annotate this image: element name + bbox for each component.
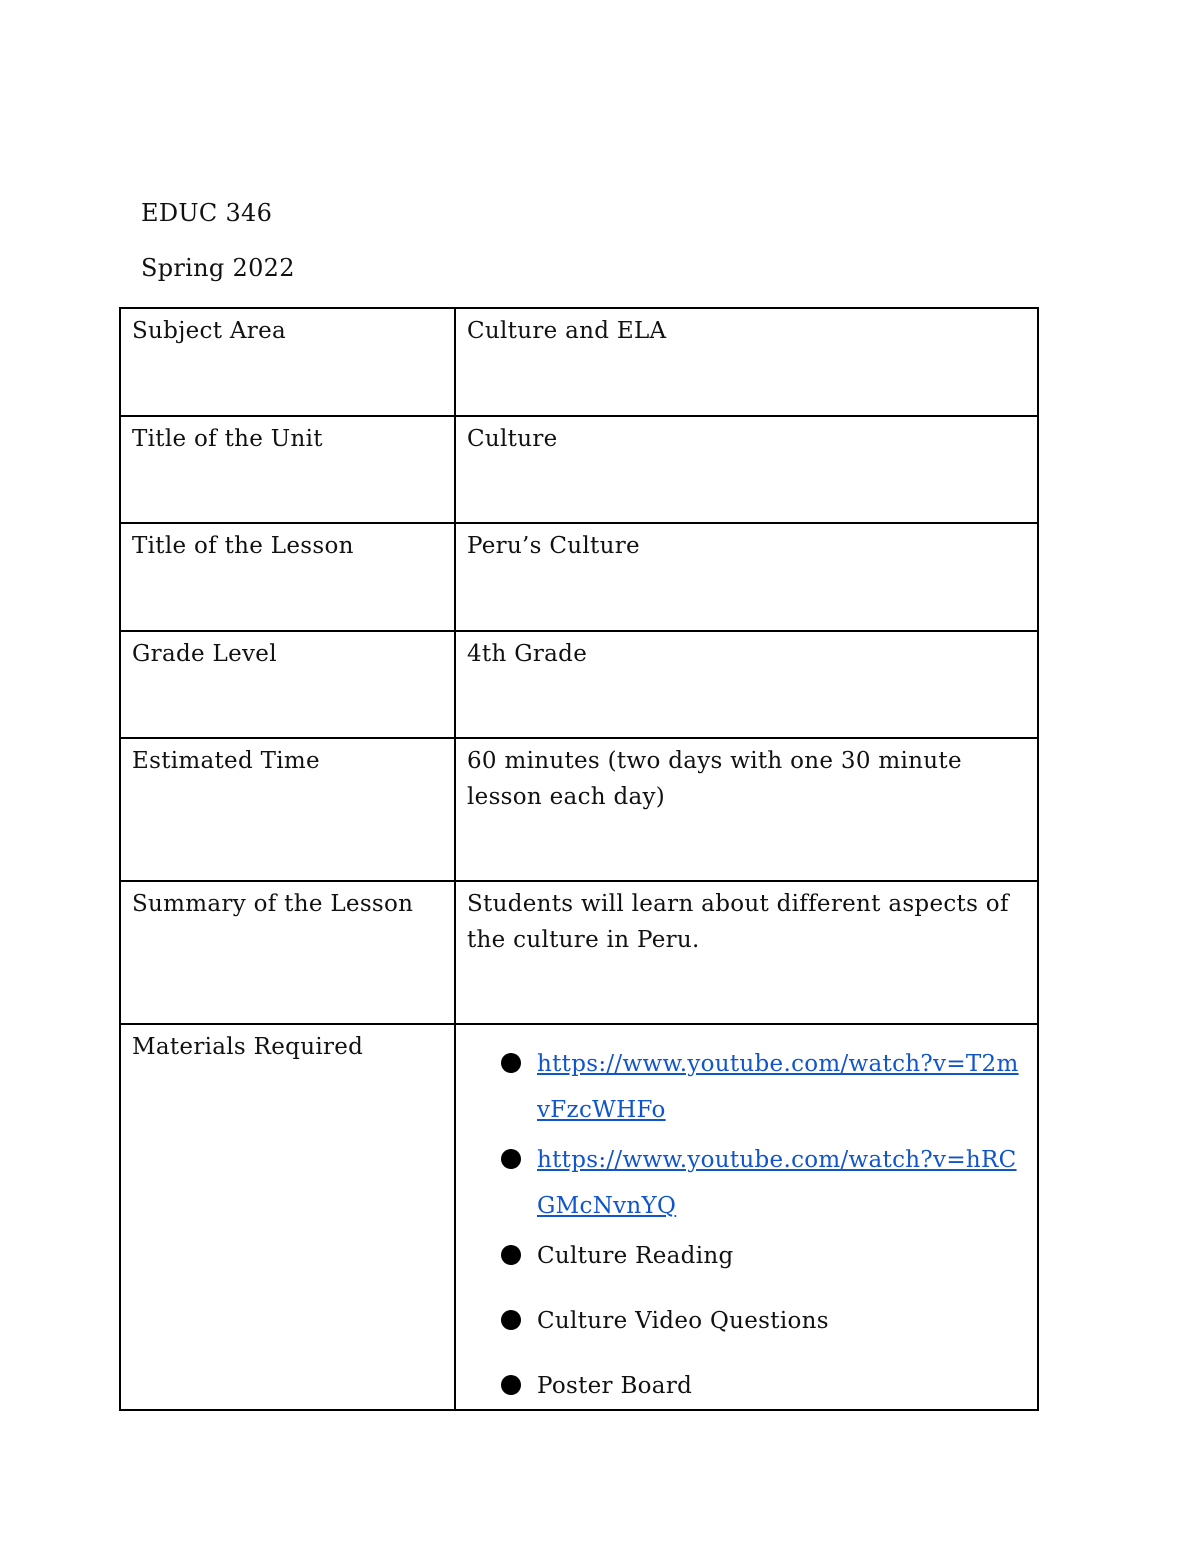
table-row <box>120 631 1038 738</box>
row-label-estimated-time: Estimated Time <box>120 738 455 881</box>
bullet-icon <box>501 1310 521 1330</box>
table-row <box>120 416 1038 523</box>
list-item <box>501 1298 1026 1344</box>
bullet-icon <box>501 1245 521 1265</box>
table-row <box>120 308 1038 416</box>
row-value-subject-area: Culture and ELA <box>455 308 1038 416</box>
table-row <box>120 1024 1038 1410</box>
list-item <box>501 1363 1026 1409</box>
material-poster-board: Poster Board <box>537 1373 693 1399</box>
row-label-unit-title: Title of the Unit <box>120 416 455 523</box>
term: Spring 2022 <box>141 254 295 282</box>
row-value-materials <box>455 1024 1038 1410</box>
table-row <box>120 523 1038 631</box>
row-label-subject-area: Subject Area <box>120 308 455 416</box>
list-item <box>501 1041 1026 1133</box>
row-value-summary: Students will learn about different aspects of the culture in Peru. <box>455 881 1038 1024</box>
material-video-questions: Culture Video Questions <box>537 1308 829 1334</box>
list-item <box>501 1137 1026 1229</box>
material-culture-reading: Culture Reading <box>537 1243 734 1269</box>
lesson-plan-table <box>119 307 1039 1411</box>
table-row <box>120 738 1038 881</box>
table-row <box>120 881 1038 1024</box>
list-item <box>501 1233 1026 1279</box>
bullet-icon <box>501 1053 521 1073</box>
row-label-grade-level: Grade Level <box>120 631 455 738</box>
bullet-icon <box>501 1149 521 1169</box>
row-value-estimated-time: 60 minutes (two days with one 30 minute lesson each day) <box>455 738 1038 881</box>
bullet-icon <box>501 1375 521 1395</box>
course-code: EDUC 346 <box>141 199 273 227</box>
row-label-lesson-title: Title of the Lesson <box>120 523 455 631</box>
row-label-materials: Materials Required <box>120 1024 455 1410</box>
materials-list <box>467 1041 1026 1409</box>
row-label-summary: Summary of the Lesson <box>120 881 455 1024</box>
video-link-2[interactable]: https://www.youtube.com/watch?v=hRCGMcNvnYQ <box>537 1147 1017 1219</box>
row-value-lesson-title: Peru’s Culture <box>455 523 1038 631</box>
row-value-unit-title: Culture <box>455 416 1038 523</box>
row-value-grade-level: 4th Grade <box>455 631 1038 738</box>
video-link-1[interactable]: https://www.youtube.com/watch?v=T2mvFzcWHFo <box>537 1051 1019 1123</box>
